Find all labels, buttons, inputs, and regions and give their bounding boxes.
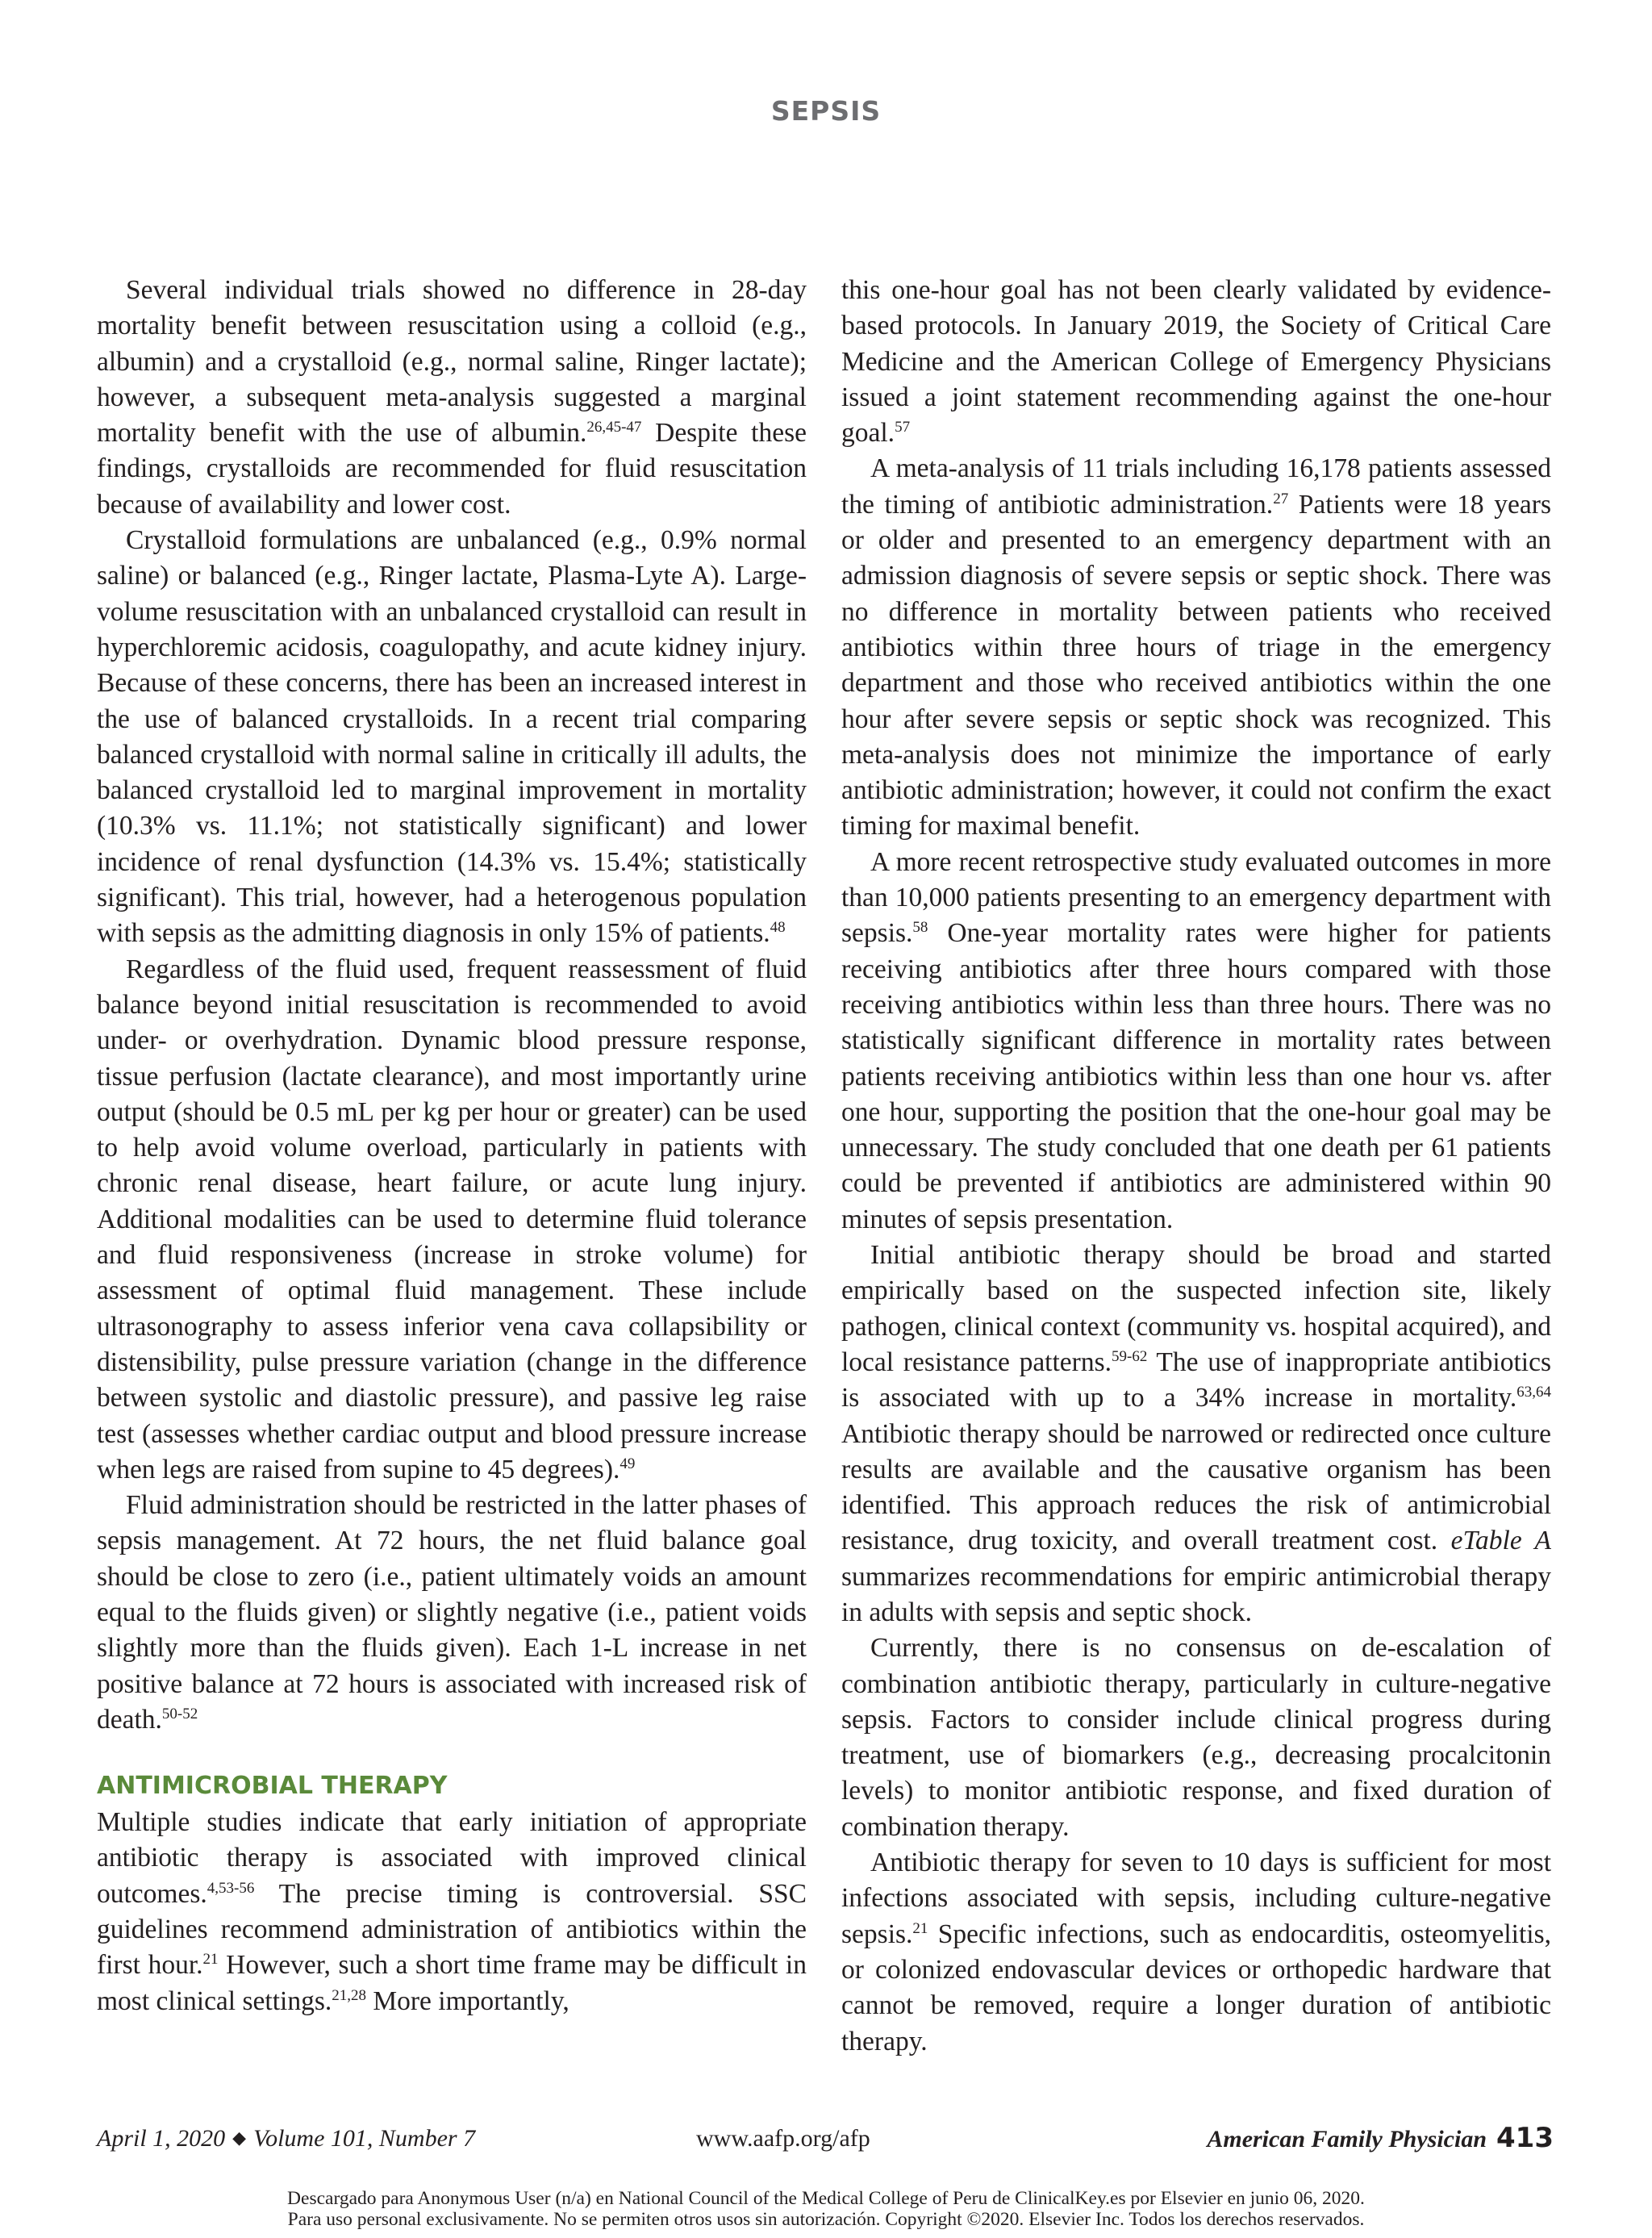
left-column <box>97 273 807 2019</box>
disclaimer-line: Descargado para Anonymous User (n/a) en National Council of the Medical College of Peru de ClinicalKey.es por Elsevier en junio 06, 2020. <box>287 2188 1365 2209</box>
journal-title: American Family Physician <box>1207 2126 1487 2152</box>
page-number: 413 <box>1496 2122 1554 2154</box>
citation: 4,53-56 <box>206 1879 255 1897</box>
citation: 26,45-47 <box>586 419 642 436</box>
page-footer <box>97 2122 1554 2157</box>
citation: 57 <box>895 419 911 436</box>
paragraph: Multiple studies indicate that early initiation of appropriate antibiotic therapy is associated with improved clinical outcomes.$^{4,53-56}$ The precise timing is controversial. SSC guidelines recommend administration of antibiotics within the first hour.$^{21}$ However, such a short time frame may be difficult in most clinical settings.$^{21,28}$ More importantly, <box>97 1807 807 2016</box>
citation: 50-52 <box>161 1705 198 1722</box>
citation: 48 <box>770 919 786 937</box>
citation: 49 <box>620 1455 636 1472</box>
citation: 58 <box>912 919 928 937</box>
citation: 27 <box>1273 490 1289 507</box>
citation: 21 <box>202 1951 219 1969</box>
footer-issue <box>97 2125 475 2152</box>
running-header: SEPSIS <box>770 95 882 127</box>
section-heading: ANTIMICROBIAL THERAPY <box>97 1772 448 1801</box>
footer-volume: Volume 101, Number 7 <box>253 2125 476 2152</box>
paragraph: Fluid administration should be restricted in the latter phases of sepsis management. At 72 hours, the net fluid balance goal should be close to zero (i.e., patient ultimately voids an amount equal to the fluids given) or slightly negative (i.e., patient voids slightly more than the fluids given). Each 1-L increase in net positive balance at 72 hours is associated with increased risk of death.$^{50-52}$ <box>97 1490 807 1735</box>
paragraph: Crystalloid formulations are unbalanced (e.g., 0.9% normal saline) or balanced (e.g., Ringer lactate, Plasma-Lyte A). Large-volume resuscitation with an unbalanced crystalloid can result in hyperchloremic acidosis, coagulopathy, and acute kidney injury. Because of these concerns, there has been an increased interest in the use of balanced crystalloids. In a recent trial comparing balanced crystalloid with normal saline in critically ill adults, the balanced crystalloid led to marginal improvement in mortality (10.3% vs. 11.1%; not statistically significant) and lower incidence of renal dysfunction (14.3% vs. 15.4%; statistically significant). This trial, however, had a heterogenous population with sepsis as the admitting diagnosis in only 15% of patients.$^{48}$ <box>97 525 807 949</box>
citation: 59-62 <box>1112 1347 1148 1365</box>
paragraph: A more recent retrospective study evaluated outcomes in more than 10,000 patients presenting to an emergency department with sepsis.$^{58}$ One-year mortality rates were higher for patients receiving antibiotics after three hours compared with those receiving antibiotics within less than three hours. There was no statistically significant difference in mortality rates between patients receiving antibiotics within less than one hour vs. after one hour, supporting the position that the one-hour goal may be unnecessary. The study concluded that one death per 61 patients could be prevented if antibiotics are administered within 90 minutes of sepsis presentation. <box>841 846 1551 1234</box>
table-reference: eTable A <box>1450 1526 1551 1556</box>
paragraph: A meta-analysis of 11 trials including 16,178 patients assessed the timing of antibiotic administration.$^{27}$ Patients were 18 years or older and presented to an emergency department with an admission diagnosis of severe sepsis or septic shock. There was no difference in mortality between patients who received antibiotics within three hours of triage in the emergency department and those who received antibiotics within the one hour after severe sepsis or septic shock was recognized. This meta-analysis does not minimize the importance of early antibiotic administration; however, it could not confirm the exact timing for maximal benefit. <box>841 453 1551 841</box>
paragraph: Several individual trials showed no difference in 28-day mortality benefit between resuscitation using a colloid (e.g., albumin) and a crystalloid (e.g., normal saline, Ringer lactate); however, a subsequent meta-analysis suggested a marginal mortality benefit with the use of albumin.$^{26,45-47}$ Despite these findings, crystalloids are recommended for fluid resuscitation because of availability and lower cost. <box>97 275 807 520</box>
footer-date: April 1, 2020 <box>97 2125 226 2152</box>
citation: 21,28 <box>332 1986 366 2004</box>
citation: 21 <box>912 1919 928 1937</box>
disclaimer-line: Para uso personal exclusivamente. No se permiten otros usos sin autorización. Copyright ©2020. Elsevier Inc. Todos los derechos reservados. <box>287 2209 1365 2230</box>
diamond-bullet-icon: ◆ <box>232 2127 247 2148</box>
footer-journal <box>1207 2122 1554 2154</box>
paragraph: this one-hour goal has not been clearly validated by evidence-based protocols. In January 2019, the Society of Critical Care Medicine and the American College of Emergency Physicians issued a joint statement recommending against the one-hour goal.$^{57}$ <box>841 275 1551 449</box>
citation: 63,64 <box>1516 1384 1551 1401</box>
paragraph: Currently, there is no consensus on de-escalation of combination antibiotic therapy, particularly in culture-negative sepsis. Factors to consider include clinical progress during treatment, use of biomarkers (e.g., decreasing procalcitonin levels) to monitor antibiotic response, and fixed duration of combination therapy. <box>841 1633 1551 1842</box>
paragraph: Antibiotic therapy for seven to 10 days is sufficient for most infections associated with sepsis, including culture-negative sepsis.$^{21}$ Specific infections, such as endocarditis, osteomyelitis, or colonized endovascular devices or orthopedic hardware that cannot be removed, require a longer duration of antibiotic therapy. <box>841 1848 1551 2056</box>
download-disclaimer <box>0 2188 1652 2230</box>
footer-url[interactable]: www.aafp.org/afp <box>696 2125 870 2152</box>
right-column <box>841 273 1551 2060</box>
paragraph: Regardless of the fluid used, frequent reassessment of fluid balance beyond initial resuscitation is recommended to avoid under- or overhydration. Dynamic blood pressure response, tissue perfusion (lactate clearance), and most importantly urine output (should be 0.5 mL per kg per hour or greater) can be used to help avoid volume overload, particularly in patients with chronic renal disease, heart failure, or acute lung injury. Additional modalities can be used to determine fluid tolerance and fluid responsiveness (increase in stroke volume) for assessment of optimal fluid management. These include ultrasonography to assess inferior vena cava collapsibility or distensibility, pulse pressure variation (change in the difference between systolic and diastolic pressure), and passive leg raise test (assesses whether cardiac output and blood pressure increase when legs are raised from supine to 45 degrees).$^{49}$ <box>97 954 807 1484</box>
paragraph: Initial antibiotic therapy should be broad and started empirically based on the suspected infection site, likely pathogen, clinical context (community vs. hospital acquired), and local resistance patterns.$^{59-62}$ The use of inappropriate antibiotics is associated with up to a 34% increase in mortality.$^{63,64}$ Antibiotic therapy should be narrowed or redirected once culture results are available and the causative organism has been identified. This approach reduces the risk of antimicrobial resistance, drug toxicity, and overall treatment cost. eTable A summarizes recommendations for empiric antimicrobial therapy in adults with sepsis and septic shock. <box>841 1240 1552 1627</box>
